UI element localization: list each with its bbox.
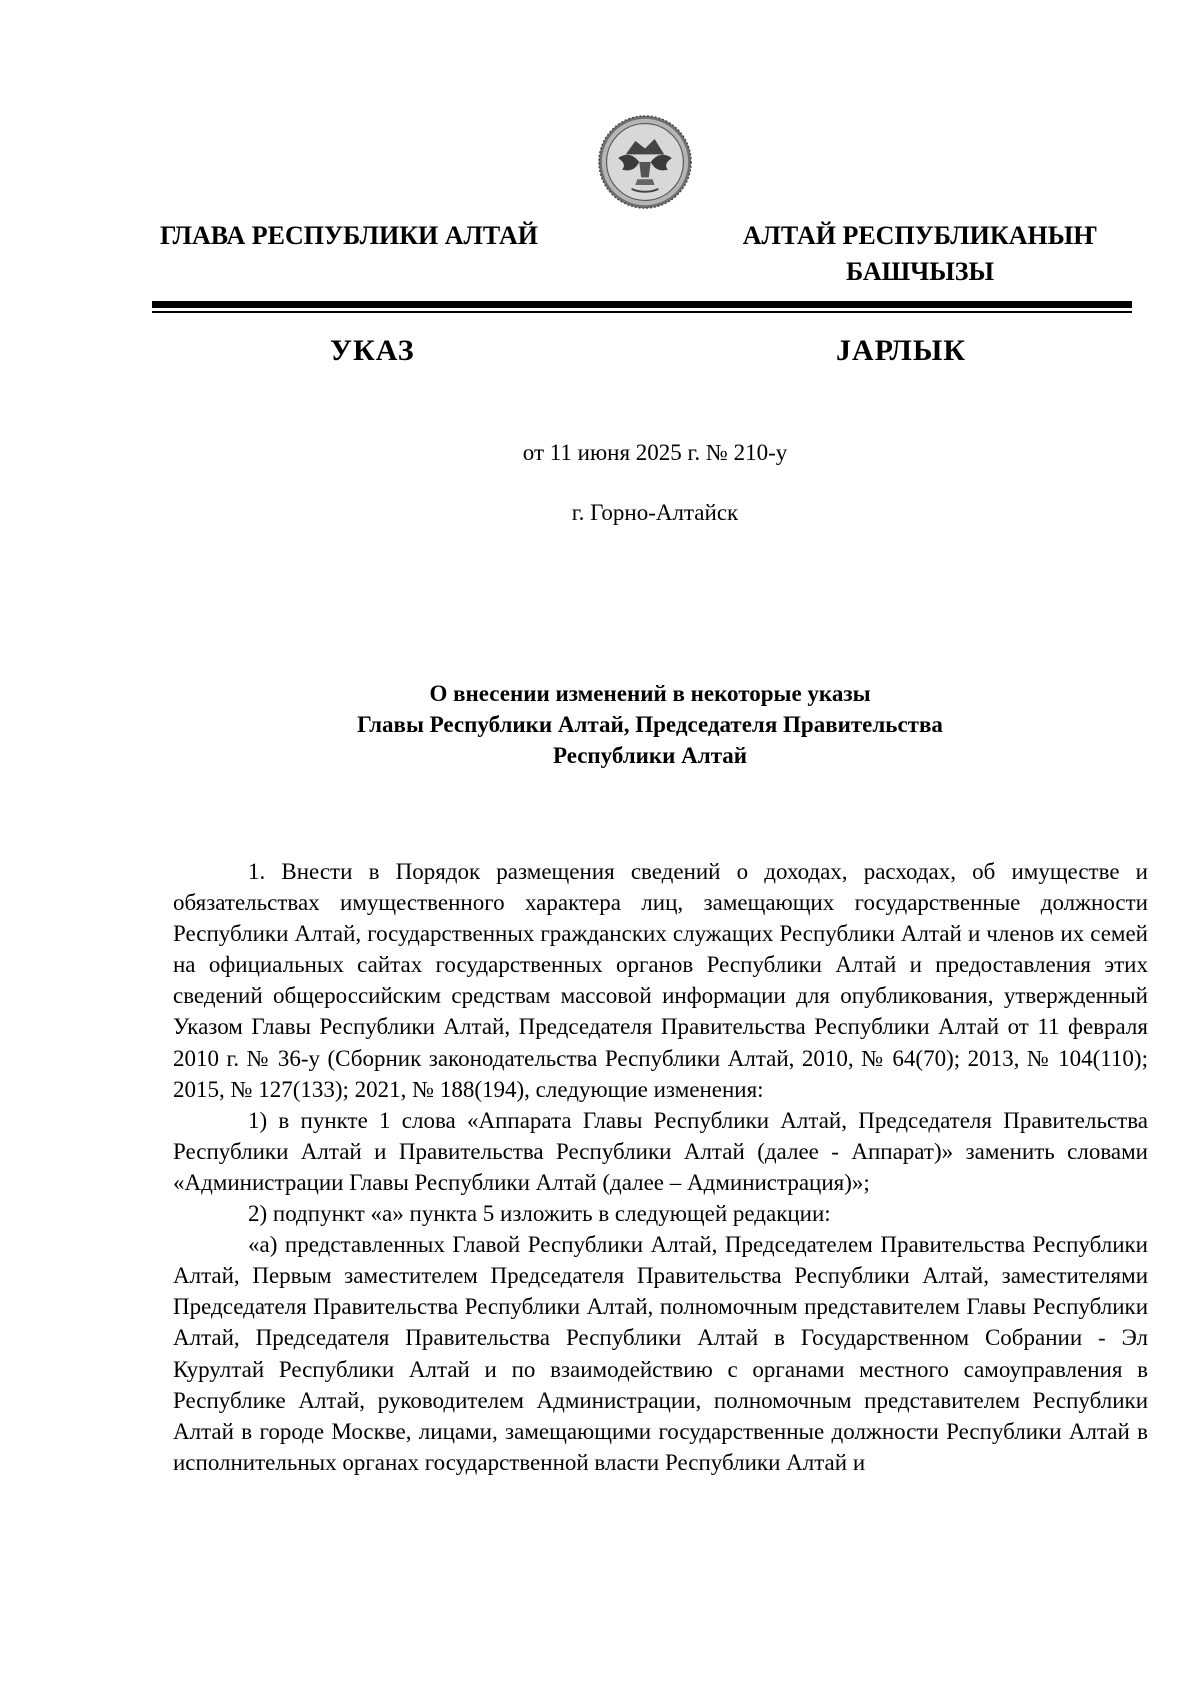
document-body (173, 856, 1148, 1478)
document-title (200, 678, 1100, 771)
header-divider-thick (152, 301, 1132, 308)
org-name-russian: ГЛАВА РЕСПУБЛИКИ АЛТАЙ (160, 221, 538, 250)
coat-of-arms-emblem (597, 114, 693, 210)
org-name-altai-line1: АЛТАЙ РЕСПУБЛИКАНЫҤ (742, 221, 1098, 250)
org-name-altai-line2: БАШЧЫЗЫ (845, 257, 995, 286)
header-divider-thin (152, 311, 1132, 313)
body-paragraph-3: 2) подпункт «а» пункта 5 изложить в следующей редакции: (248, 1201, 831, 1227)
document-date-number: от 11 июня 2025 г. № 210-у (522, 440, 788, 465)
document-title-line2: Главы Республики Алтай, Председателя Правительства (357, 712, 943, 737)
act-type-altai: ЈАРЛЫК (836, 334, 967, 367)
act-type-russian: УКАЗ (330, 334, 415, 367)
document-title-line3: Республики Алтай (552, 743, 748, 768)
body-paragraph-4: «а) представленных Главой Республики Алтай, Председателем Правительства Республики Алтай, Первым заместителем Председателя Правительства Республики Алтай, заместителями Председателя Правительства Республики Алтай, полномочным представителем Главы Республики Алтай, Председателя Правительства Республики Алтай в Государственном Собрании - Эл Курултай Республики Алтай и по взаимодействию с органами местного самоуправления в Республике Алтай, руководителем Администрации, полномочным представителем Республики Алтай в городе Москве, лицами, замещающими государственные должности Республики Алтай в исполнительных органах государственной власти Республики Алтай и (173, 1232, 1148, 1475)
org-name-altai (700, 218, 1140, 290)
document-city: г. Горно-Алтайск (571, 500, 739, 525)
body-paragraph-2: 1) в пункте 1 слова «Аппарата Главы Республики Алтай, Председателя Правительства Республики Алтай и Правительства Республики Алтай (далее - Аппарат)» заменить словами «Администрации Главы Республики Алтай (далее – Администрация)»; (173, 1107, 1148, 1195)
document-title-line1: О внесении изменений в некоторые указы (429, 681, 871, 706)
body-paragraph-1: 1. Внести в Порядок размещения сведений о доходах, расходах, об имуществе и обязательствах имущественного характера лиц, замещающих государственные должности Республики Алтай, государственных гражданских служащих Республики Алтай и членов их семей на официальных сайтах государственных органов Республики Алтай и предоставления этих сведений общероссийским средствам массовой информации для опубликования, утвержденный Указом Главы Республики Алтай, Председателя Правительства Республики Алтай от 11 февраля 2010 г. № 36-у (Сборник законодательства Республики Алтай, 2010, № 64(70); 2013, № 104(110); 2015, № 127(133); 2021, № 188(194), следующие изменения: (173, 859, 1148, 1102)
